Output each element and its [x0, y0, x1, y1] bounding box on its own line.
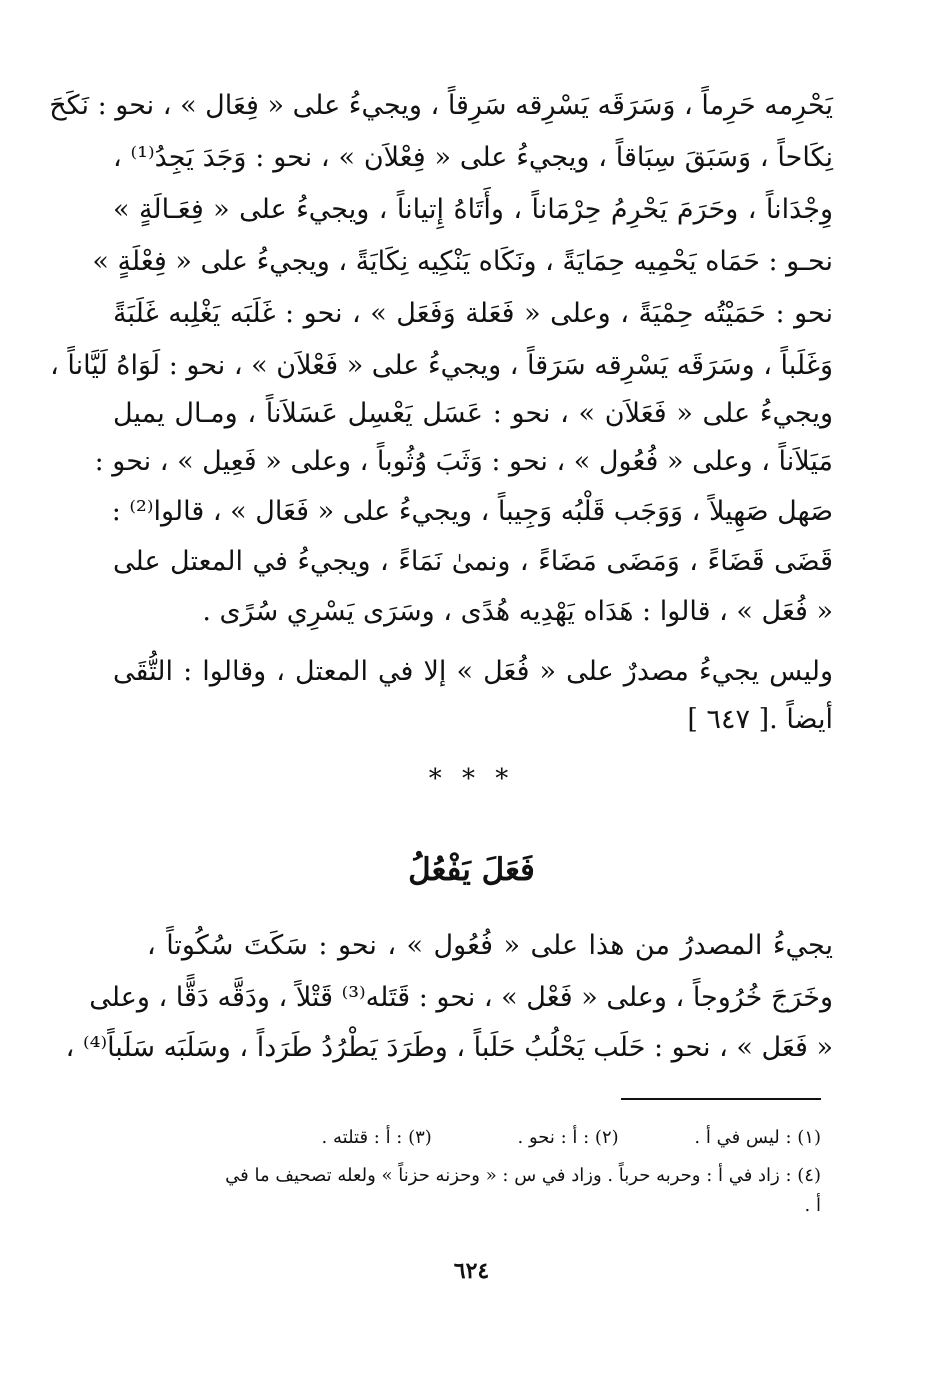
- text-line-8: مَيَلاَناً ، وعلى « فُعُول » ، نحو : وَثَبَ وُثُوباً ، وعلى « فَعِيل » ، نحو :: [94, 446, 833, 477]
- footnote-4: (٤) : زاد في أ : وحربه حرباً . وزاد في س : « وحزنه حزناً » ولعله تصحيف ما في: [225, 1165, 821, 1186]
- paragraph-2-line-1: وليس يجيءُ مصدرٌ على « فُعَل » إلا في المعتل ، وقالوا : التُّقَى: [113, 656, 833, 687]
- paragraph-2-line-2: أيضاً .[ ٦٤٧ ]: [687, 704, 833, 735]
- section-line-1: يجيءُ المصدرُ من هذا على « فُعُول » ، نحو : سَكَتَ سُكُوتاً ،: [147, 930, 833, 961]
- text-line-6: وَغَلَباً ، وسَرَقَه يَسْرِقه سَرَقاً ، ويجيءُ على « فَعْلاَن » ، نحو : لَوَاهُ لَيَّاناً ،: [50, 350, 833, 381]
- text-line-2: نِكَاحاً ، وَسَبَقَ سِبَاقاً ، ويجيءُ على « فِعْلاَن » ، نحو : وَجَدَ يَجِدُ⁽¹⁾ ،: [113, 142, 833, 173]
- text-line-9: صَهل صَهِيلاً ، وَوَجَب قَلْبُه وَجِيباً ، ويجيءُ على « فَعَال » ، قالوا⁽²⁾ :: [111, 496, 833, 527]
- text-line-7: ويجيءُ على « فَعَلاَن » ، نحو : عَسَل يَعْسِل عَسَلاَناً ، ومـال يميل: [113, 398, 833, 429]
- footnote-divider: [621, 1098, 821, 1100]
- section-line-3: « فَعَل » ، نحو : حَلَب يَحْلُبُ حَلَباً ، وطَرَدَ يَطْرُدُ طَرَداً ، وسَلَبَه سَلَباً⁽⁴⁾ ،: [65, 1032, 833, 1063]
- footnote-3: (٣) : أ : قتلته .: [321, 1127, 432, 1148]
- text-line-4: نحـو : حَمَاه يَحْمِيه حِمَايَةً ، ونَكَاه يَنْكِيه نِكَايَةً ، ويجيءُ على « فِعْلَةٍ »: [92, 246, 833, 277]
- page-number: ٦٢٤: [453, 1258, 490, 1284]
- text-line-1: يَحْرِمه حَرِماً ، وَسَرَقَه يَسْرِقه سَرِقاً ، ويجيءُ على « فِعَال » ، نحو : نَكَحَ: [49, 90, 833, 121]
- section-separator: * * *: [428, 764, 515, 794]
- text-line-5: نحو : حَمَيْتُه حِمْيَةً ، وعلى « فَعَلة وَفَعَل » ، نحو : غَلَبَه يَغْلِبه غَلَبَةً: [113, 298, 833, 329]
- section-heading: فَعَلَ يَفْعُلُ: [408, 852, 535, 888]
- text-line-10: قَضَى قَضَاءً ، وَمَضَى مَضَاءً ، ونمىٰ نَمَاءً ، ويجيءُ في المعتل على: [113, 546, 833, 577]
- footnote-4-continued: أ .: [804, 1195, 821, 1216]
- footnote-2: (٢) : أ : نحو .: [517, 1127, 619, 1148]
- footnote-1: (١) : ليس في أ .: [694, 1127, 821, 1148]
- section-line-2: وخَرَجَ خُرُوجاً ، وعلى « فَعْل » ، نحو : قَتَله⁽³⁾ قَتْلاً ، ودَقَّه دَقًّا ، وعلى: [89, 982, 833, 1013]
- footnotes-row-1: [121, 1125, 821, 1151]
- text-line-11: « فُعَل » ، قالوا : هَدَاه يَهْدِيه هُدًى ، وسَرَى يَسْرِي سُرًى .: [202, 596, 833, 627]
- text-line-3: وِجْدَاناً ، وحَرَمَ يَحْرِمُ حِرْمَاناً ، وأَتَاهُ إِتياناً ، ويجيءُ على « فِعَـالَةٍ »: [113, 194, 833, 225]
